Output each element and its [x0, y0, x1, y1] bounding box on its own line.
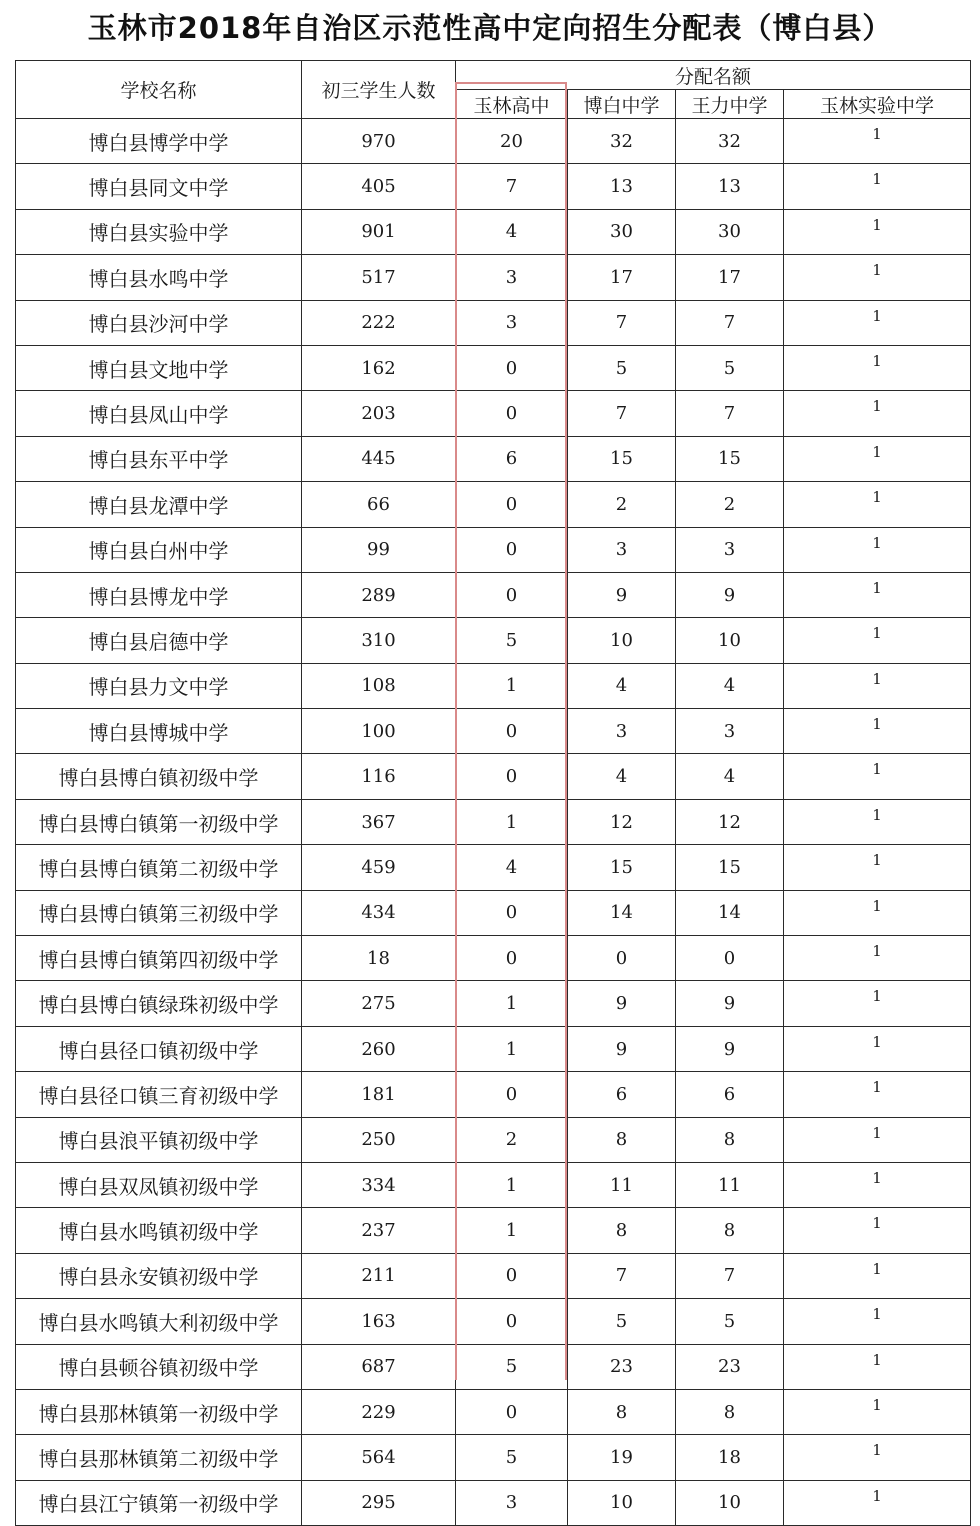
cell-school-name: 博白县那林镇第二初级中学	[16, 1435, 302, 1480]
cell-school-name: 博白县启德中学	[16, 618, 302, 663]
cell-wangli-middle: 18	[676, 1435, 784, 1480]
cell-yulin-experimental: 1	[784, 1072, 971, 1117]
cell-bobai-middle: 7	[568, 1253, 676, 1298]
cell-wangli-middle: 9	[676, 1026, 784, 1071]
header-school-name: 学校名称	[16, 61, 302, 119]
cell-student-count: 100	[302, 709, 456, 754]
cell-bobai-middle: 19	[568, 1435, 676, 1480]
cell-bobai-middle: 8	[568, 1208, 676, 1253]
cell-wangli-middle: 7	[676, 1253, 784, 1298]
cell-school-name: 博白县浪平镇初级中学	[16, 1117, 302, 1162]
cell-bobai-middle: 10	[568, 1480, 676, 1525]
table-row	[16, 1072, 971, 1117]
cell-wangli-middle: 23	[676, 1344, 784, 1389]
cell-school-name: 博白县江宁镇第一初级中学	[16, 1480, 302, 1525]
cell-wangli-middle: 3	[676, 709, 784, 754]
cell-yulin-high: 0	[456, 1389, 568, 1434]
cell-school-name: 博白县实验中学	[16, 209, 302, 254]
cell-bobai-middle: 2	[568, 482, 676, 527]
cell-wangli-middle: 10	[676, 1480, 784, 1525]
cell-student-count: 295	[302, 1480, 456, 1525]
cell-school-name: 博白县那林镇第一初级中学	[16, 1389, 302, 1434]
cell-yulin-high: 5	[456, 1435, 568, 1480]
cell-student-count: 970	[302, 119, 456, 164]
cell-bobai-middle: 8	[568, 1117, 676, 1162]
cell-bobai-middle: 15	[568, 436, 676, 481]
cell-wangli-middle: 30	[676, 209, 784, 254]
table-row	[16, 890, 971, 935]
cell-yulin-high: 6	[456, 436, 568, 481]
cell-yulin-experimental: 1	[784, 391, 971, 436]
cell-yulin-experimental: 1	[784, 1026, 971, 1071]
cell-bobai-middle: 15	[568, 845, 676, 890]
cell-wangli-middle: 12	[676, 799, 784, 844]
cell-yulin-high: 1	[456, 1208, 568, 1253]
cell-wangli-middle: 0	[676, 936, 784, 981]
cell-wangli-middle: 2	[676, 482, 784, 527]
cell-student-count: 66	[302, 482, 456, 527]
table-row	[16, 119, 971, 164]
cell-yulin-experimental: 1	[784, 527, 971, 572]
table-row	[16, 1344, 971, 1389]
cell-bobai-middle: 14	[568, 890, 676, 935]
cell-student-count: 517	[302, 255, 456, 300]
cell-student-count: 116	[302, 754, 456, 799]
cell-yulin-experimental: 1	[784, 1344, 971, 1389]
cell-student-count: 445	[302, 436, 456, 481]
cell-wangli-middle: 8	[676, 1389, 784, 1434]
cell-student-count: 459	[302, 845, 456, 890]
table-row	[16, 1480, 971, 1525]
cell-yulin-high: 1	[456, 663, 568, 708]
cell-yulin-high: 7	[456, 164, 568, 209]
cell-yulin-high: 1	[456, 1162, 568, 1207]
table-row	[16, 255, 971, 300]
cell-school-name: 博白县龙潭中学	[16, 482, 302, 527]
table-row	[16, 164, 971, 209]
cell-student-count: 310	[302, 618, 456, 663]
table-row	[16, 1253, 971, 1298]
header-yulin-high: 玉林高中	[456, 90, 568, 119]
cell-yulin-high: 0	[456, 572, 568, 617]
cell-student-count: 162	[302, 345, 456, 390]
cell-yulin-high: 0	[456, 1299, 568, 1344]
cell-school-name: 博白县力文中学	[16, 663, 302, 708]
cell-wangli-middle: 9	[676, 981, 784, 1026]
cell-bobai-middle: 10	[568, 618, 676, 663]
table-row	[16, 391, 971, 436]
cell-bobai-middle: 6	[568, 1072, 676, 1117]
cell-student-count: 250	[302, 1117, 456, 1162]
cell-student-count: 405	[302, 164, 456, 209]
table-row	[16, 1208, 971, 1253]
cell-yulin-experimental: 1	[784, 1299, 971, 1344]
cell-school-name: 博白县水鸣中学	[16, 255, 302, 300]
cell-school-name: 博白县双凤镇初级中学	[16, 1162, 302, 1207]
cell-yulin-high: 0	[456, 936, 568, 981]
cell-yulin-experimental: 1	[784, 572, 971, 617]
cell-yulin-high: 4	[456, 845, 568, 890]
cell-school-name: 博白县径口镇初级中学	[16, 1026, 302, 1071]
cell-school-name: 博白县博白镇初级中学	[16, 754, 302, 799]
cell-student-count: 108	[302, 663, 456, 708]
table-body	[16, 119, 971, 1526]
cell-wangli-middle: 5	[676, 345, 784, 390]
cell-yulin-experimental: 1	[784, 981, 971, 1026]
cell-school-name: 博白县博学中学	[16, 119, 302, 164]
cell-school-name: 博白县博龙中学	[16, 572, 302, 617]
cell-yulin-experimental: 1	[784, 300, 971, 345]
header-bobai-middle: 博白中学	[568, 90, 676, 119]
table-row	[16, 1117, 971, 1162]
table-row	[16, 1162, 971, 1207]
cell-wangli-middle: 4	[676, 754, 784, 799]
cell-bobai-middle: 3	[568, 527, 676, 572]
cell-school-name: 博白县博城中学	[16, 709, 302, 754]
cell-bobai-middle: 4	[568, 754, 676, 799]
cell-school-name: 博白县博白镇绿珠初级中学	[16, 981, 302, 1026]
cell-student-count: 222	[302, 300, 456, 345]
cell-yulin-experimental: 1	[784, 663, 971, 708]
cell-student-count: 687	[302, 1344, 456, 1389]
cell-school-name: 博白县博白镇第四初级中学	[16, 936, 302, 981]
cell-school-name: 博白县水鸣镇初级中学	[16, 1208, 302, 1253]
cell-bobai-middle: 4	[568, 663, 676, 708]
cell-school-name: 博白县文地中学	[16, 345, 302, 390]
table-row	[16, 663, 971, 708]
table-row	[16, 482, 971, 527]
cell-yulin-high: 0	[456, 890, 568, 935]
cell-yulin-experimental: 1	[784, 799, 971, 844]
cell-student-count: 203	[302, 391, 456, 436]
cell-school-name: 博白县水鸣镇大利初级中学	[16, 1299, 302, 1344]
cell-school-name: 博白县沙河中学	[16, 300, 302, 345]
cell-yulin-high: 4	[456, 209, 568, 254]
cell-student-count: 237	[302, 1208, 456, 1253]
cell-yulin-experimental: 1	[784, 890, 971, 935]
cell-yulin-experimental: 1	[784, 1117, 971, 1162]
cell-wangli-middle: 8	[676, 1208, 784, 1253]
table-row	[16, 799, 971, 844]
cell-wangli-middle: 15	[676, 436, 784, 481]
header-wangli-middle: 王力中学	[676, 90, 784, 119]
cell-student-count: 229	[302, 1389, 456, 1434]
cell-wangli-middle: 10	[676, 618, 784, 663]
cell-school-name: 博白县东平中学	[16, 436, 302, 481]
cell-bobai-middle: 9	[568, 572, 676, 617]
table-row	[16, 1389, 971, 1434]
table-row	[16, 345, 971, 390]
cell-bobai-middle: 12	[568, 799, 676, 844]
table-row	[16, 572, 971, 617]
table-row	[16, 1435, 971, 1480]
cell-student-count: 334	[302, 1162, 456, 1207]
cell-student-count: 211	[302, 1253, 456, 1298]
cell-school-name: 博白县永安镇初级中学	[16, 1253, 302, 1298]
cell-student-count: 181	[302, 1072, 456, 1117]
header-allocation-group: 分配名额	[456, 61, 971, 90]
cell-yulin-high: 5	[456, 618, 568, 663]
cell-student-count: 275	[302, 981, 456, 1026]
cell-bobai-middle: 7	[568, 391, 676, 436]
header-student-count: 初三学生人数	[302, 61, 456, 119]
cell-yulin-high: 0	[456, 482, 568, 527]
cell-student-count: 901	[302, 209, 456, 254]
cell-yulin-high: 0	[456, 527, 568, 572]
cell-yulin-experimental: 1	[784, 1208, 971, 1253]
cell-student-count: 99	[302, 527, 456, 572]
cell-yulin-experimental: 1	[784, 1480, 971, 1525]
allocation-table	[15, 60, 971, 1526]
cell-bobai-middle: 5	[568, 345, 676, 390]
table-row	[16, 845, 971, 890]
cell-wangli-middle: 9	[676, 572, 784, 617]
cell-yulin-experimental: 1	[784, 936, 971, 981]
cell-wangli-middle: 13	[676, 164, 784, 209]
table-row	[16, 754, 971, 799]
cell-wangli-middle: 32	[676, 119, 784, 164]
cell-yulin-high: 0	[456, 709, 568, 754]
cell-bobai-middle: 32	[568, 119, 676, 164]
cell-bobai-middle: 3	[568, 709, 676, 754]
cell-yulin-high: 5	[456, 1344, 568, 1389]
cell-wangli-middle: 4	[676, 663, 784, 708]
cell-yulin-experimental: 1	[784, 482, 971, 527]
cell-bobai-middle: 23	[568, 1344, 676, 1389]
table-row	[16, 1026, 971, 1071]
cell-student-count: 289	[302, 572, 456, 617]
cell-yulin-experimental: 1	[784, 709, 971, 754]
cell-wangli-middle: 7	[676, 300, 784, 345]
cell-yulin-high: 0	[456, 754, 568, 799]
cell-school-name: 博白县白州中学	[16, 527, 302, 572]
cell-yulin-experimental: 1	[784, 255, 971, 300]
cell-wangli-middle: 3	[676, 527, 784, 572]
cell-school-name: 博白县顿谷镇初级中学	[16, 1344, 302, 1389]
cell-yulin-experimental: 1	[784, 754, 971, 799]
cell-yulin-high: 0	[456, 345, 568, 390]
cell-wangli-middle: 17	[676, 255, 784, 300]
table-row	[16, 709, 971, 754]
cell-yulin-high: 1	[456, 1026, 568, 1071]
cell-wangli-middle: 5	[676, 1299, 784, 1344]
cell-student-count: 18	[302, 936, 456, 981]
table-row	[16, 1299, 971, 1344]
cell-yulin-high: 1	[456, 981, 568, 1026]
table-row	[16, 981, 971, 1026]
cell-bobai-middle: 9	[568, 1026, 676, 1071]
cell-yulin-high: 20	[456, 119, 568, 164]
cell-yulin-experimental: 1	[784, 1253, 971, 1298]
table-row	[16, 527, 971, 572]
cell-bobai-middle: 7	[568, 300, 676, 345]
cell-yulin-high: 1	[456, 799, 568, 844]
cell-wangli-middle: 8	[676, 1117, 784, 1162]
cell-bobai-middle: 5	[568, 1299, 676, 1344]
table-row	[16, 618, 971, 663]
cell-yulin-high: 0	[456, 1072, 568, 1117]
cell-yulin-experimental: 1	[784, 1389, 971, 1434]
cell-yulin-high: 3	[456, 1480, 568, 1525]
cell-school-name: 博白县博白镇第三初级中学	[16, 890, 302, 935]
cell-yulin-experimental: 1	[784, 164, 971, 209]
cell-wangli-middle: 11	[676, 1162, 784, 1207]
cell-wangli-middle: 15	[676, 845, 784, 890]
cell-yulin-experimental: 1	[784, 436, 971, 481]
cell-school-name: 博白县同文中学	[16, 164, 302, 209]
header-yulin-experimental: 玉林实验中学	[784, 90, 971, 119]
cell-bobai-middle: 8	[568, 1389, 676, 1434]
table-row	[16, 209, 971, 254]
cell-bobai-middle: 11	[568, 1162, 676, 1207]
cell-student-count: 434	[302, 890, 456, 935]
table-row	[16, 936, 971, 981]
cell-yulin-experimental: 1	[784, 345, 971, 390]
cell-school-name: 博白县博白镇第二初级中学	[16, 845, 302, 890]
cell-wangli-middle: 14	[676, 890, 784, 935]
cell-school-name: 博白县博白镇第一初级中学	[16, 799, 302, 844]
cell-school-name: 博白县径口镇三育初级中学	[16, 1072, 302, 1117]
cell-yulin-experimental: 1	[784, 1435, 971, 1480]
cell-yulin-experimental: 1	[784, 1162, 971, 1207]
cell-yulin-experimental: 1	[784, 209, 971, 254]
cell-yulin-high: 2	[456, 1117, 568, 1162]
page-title: 玉林市2018年自治区示范性高中定向招生分配表（博白县）	[87, 11, 893, 45]
cell-student-count: 260	[302, 1026, 456, 1071]
table-row	[16, 300, 971, 345]
cell-bobai-middle: 13	[568, 164, 676, 209]
cell-wangli-middle: 6	[676, 1072, 784, 1117]
cell-yulin-experimental: 1	[784, 618, 971, 663]
table-row	[16, 436, 971, 481]
cell-yulin-high: 0	[456, 1253, 568, 1298]
cell-wangli-middle: 7	[676, 391, 784, 436]
cell-yulin-high: 0	[456, 391, 568, 436]
cell-yulin-experimental: 1	[784, 845, 971, 890]
cell-school-name: 博白县凤山中学	[16, 391, 302, 436]
cell-student-count: 367	[302, 799, 456, 844]
cell-yulin-high: 3	[456, 300, 568, 345]
cell-student-count: 564	[302, 1435, 456, 1480]
cell-bobai-middle: 9	[568, 981, 676, 1026]
cell-yulin-experimental: 1	[784, 119, 971, 164]
cell-bobai-middle: 0	[568, 936, 676, 981]
cell-bobai-middle: 17	[568, 255, 676, 300]
cell-yulin-high: 3	[456, 255, 568, 300]
cell-bobai-middle: 30	[568, 209, 676, 254]
cell-student-count: 163	[302, 1299, 456, 1344]
